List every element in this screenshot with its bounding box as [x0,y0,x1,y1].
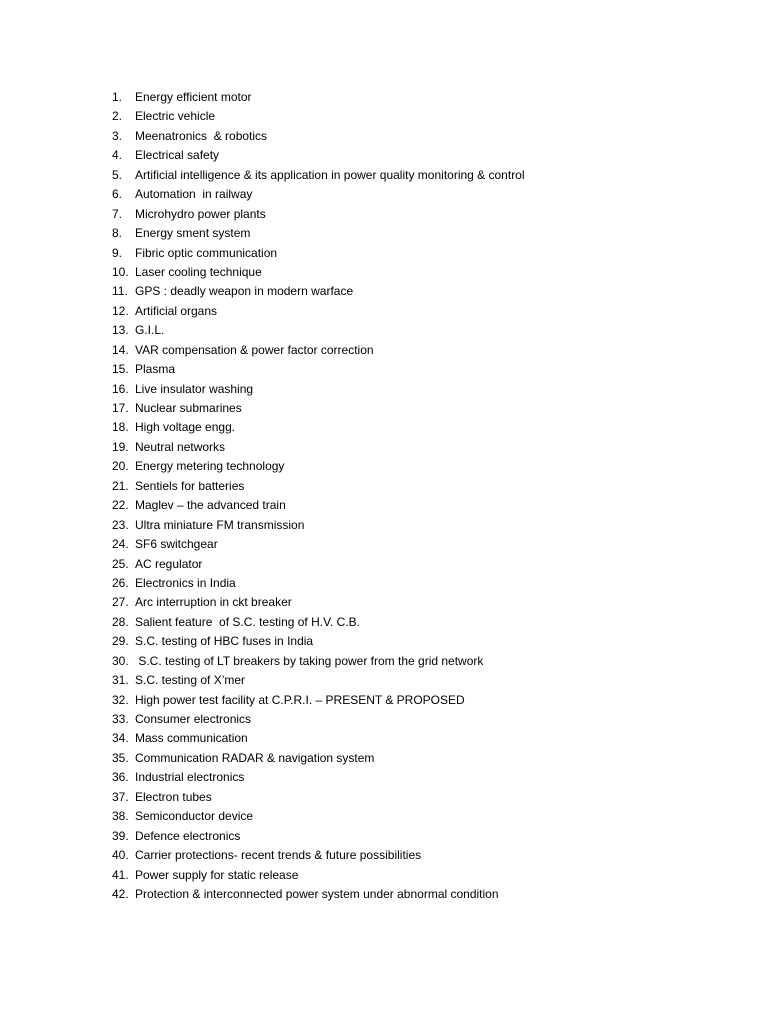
list-item [112,671,525,690]
list-item [112,146,525,165]
list-item-text: SF6 switchgear [135,537,218,552]
list-item-text: Communication RADAR & navigation system [135,750,375,765]
list-item-number: 15. [112,362,129,377]
list-item [112,127,525,146]
list-item-text: Defence electronics [135,828,241,843]
list-item-text: Carrier protections- recent trends & future possibilities [135,848,422,863]
list-item-text: AC regulator [135,556,203,571]
list-item-text: High voltage engg. [135,420,236,435]
list-item [112,807,525,826]
list-item-number: 29. [112,634,129,649]
list-item-number: 23. [112,517,129,532]
list-item [112,321,525,340]
list-item-number: 27. [112,595,129,610]
list-item [112,691,525,710]
list-item-number: 19. [112,439,129,454]
list-item-text: Salient feature of S.C. testing of H.V. C.B. [135,614,361,629]
list-item-number: 5. [112,167,123,182]
list-item-text: Energy efficient motor [135,90,252,104]
list-item [112,613,525,632]
list-item-number: 13. [112,323,129,338]
list-item [112,457,525,476]
list-item [112,360,525,379]
list-item-number: 1. [112,90,123,104]
list-item-number: 11. [112,284,128,299]
list-item-text: Nuclear submarines [135,401,242,415]
list-item [112,535,525,554]
list-item-number: 39. [112,828,129,843]
list-item-text: Artificial intelligence & its application in power quality monitoring & control [135,167,525,182]
list-item-text: Sentiels for batteries [135,478,245,493]
list-item [112,788,525,807]
list-item-text: Plasma [135,362,176,377]
list-item-number: 35. [112,750,129,765]
list-item [112,399,525,418]
list-item [112,107,525,126]
list-item-number: 21. [112,478,129,493]
list-item-text: Meenatronics & robotics [135,128,268,143]
list-item-number: 10. [112,264,129,279]
list-item-number: 12. [112,303,129,318]
list-item [112,263,525,282]
list-item [112,224,525,243]
list-item-number: 3. [112,128,123,143]
list-item-text: Artificial organs [135,303,218,318]
list-item-text: Arc interruption in ckt breaker [135,595,292,610]
list-item-text: Power supply for static release [135,867,299,882]
list-item-number: 14. [112,342,129,357]
list-item-number: 38. [112,809,129,824]
list-item-text: Electrical safety [135,148,220,163]
list-item-text: VAR compensation & power factor correction [135,342,374,357]
list-item [112,632,525,651]
list-item [112,380,525,399]
list-item [112,516,525,535]
list-item-text: Energy sment system [135,226,251,241]
list-item-number: 7. [112,206,123,221]
list-item-number: 34. [112,731,129,746]
list-item-text: Fibric optic communication [135,245,278,260]
list-item-text: High power test facility at C.P.R.I. – PRESENT & PROPOSED [135,692,465,707]
list-item [112,438,525,457]
list-item-text: Consumer electronics [135,712,252,726]
list-item-text: Automation in railway [135,187,253,202]
list-item-number: 8. [112,226,123,241]
list-item [112,846,525,865]
list-item-number: 4. [112,148,123,163]
list-item [112,88,525,107]
list-item-number: 32. [112,692,129,707]
list-item-text: S.C. testing of X’mer [135,673,246,688]
list-item-number: 31. [112,673,129,688]
list-item-text: Laser cooling technique [135,264,262,279]
list-item-text: G.I.L. [135,323,165,338]
list-item [112,827,525,846]
list-item [112,418,525,437]
list-item [112,866,525,885]
list-item [112,729,525,748]
list-item [112,166,525,185]
list-item [112,302,525,321]
list-item-text: Microhydro power plants [135,206,266,221]
list-item-text: S.C. testing of LT breakers by taking power from the grid network [135,653,484,668]
list-item [112,710,525,729]
list-item [112,574,525,593]
list-item [112,885,525,904]
list-item [112,185,525,204]
list-item-number: 42. [112,886,129,901]
list-item-text: Ultra miniature FM transmission [135,517,305,532]
list-item [112,244,525,263]
list-item-number: 30. [112,653,129,668]
list-item-text: Protection & interconnected power system under abnormal condition [135,886,499,901]
list-item-text: Electronics in India [135,575,236,590]
list-item-number: 37. [112,789,129,804]
list-item-number: 40. [112,848,129,863]
list-item-number: 9. [112,245,123,260]
list-item-number: 20. [112,459,129,474]
list-item-number: 36. [112,770,129,785]
list-item-text: Electron tubes [135,789,212,804]
list-item-text: Industrial electronics [135,770,245,785]
list-item [112,768,525,787]
list-item-number: 26. [112,575,129,590]
list-item-text: Energy metering technology [135,459,285,474]
list-item [112,496,525,515]
list-item-text: Neutral networks [135,439,226,454]
list-item [112,282,525,301]
list-item-number: 41. [112,867,129,882]
list-item-number: 2. [112,109,123,124]
list-item-text: Live insulator washing [135,381,254,396]
list-item-number: 22. [112,498,129,513]
list-item-number: 25. [112,556,129,571]
list-item [112,477,525,496]
list-item-text: Semiconductor device [135,809,254,824]
list-item [112,205,525,224]
list-item [112,341,525,360]
list-item-text: S.C. testing of HBC fuses in India [135,634,314,649]
list-item-text: Mass communication [135,731,248,746]
list-item-number: 33. [112,712,129,726]
list-item-text: GPS : deadly weapon in modern warface [135,284,354,299]
list-item [112,555,525,574]
list-item [112,749,525,768]
topic-list [112,88,525,904]
list-item-number: 24. [112,537,129,552]
list-item [112,593,525,612]
list-item-text: Maglev – the advanced train [135,498,286,513]
list-item [112,652,525,671]
list-item-text: Electric vehicle [135,109,216,124]
list-item-number: 17. [112,401,129,415]
list-item-number: 6. [112,187,123,202]
list-item-number: 16. [112,381,129,396]
list-item-number: 18. [112,420,129,435]
list-item-number: 28. [112,614,129,629]
